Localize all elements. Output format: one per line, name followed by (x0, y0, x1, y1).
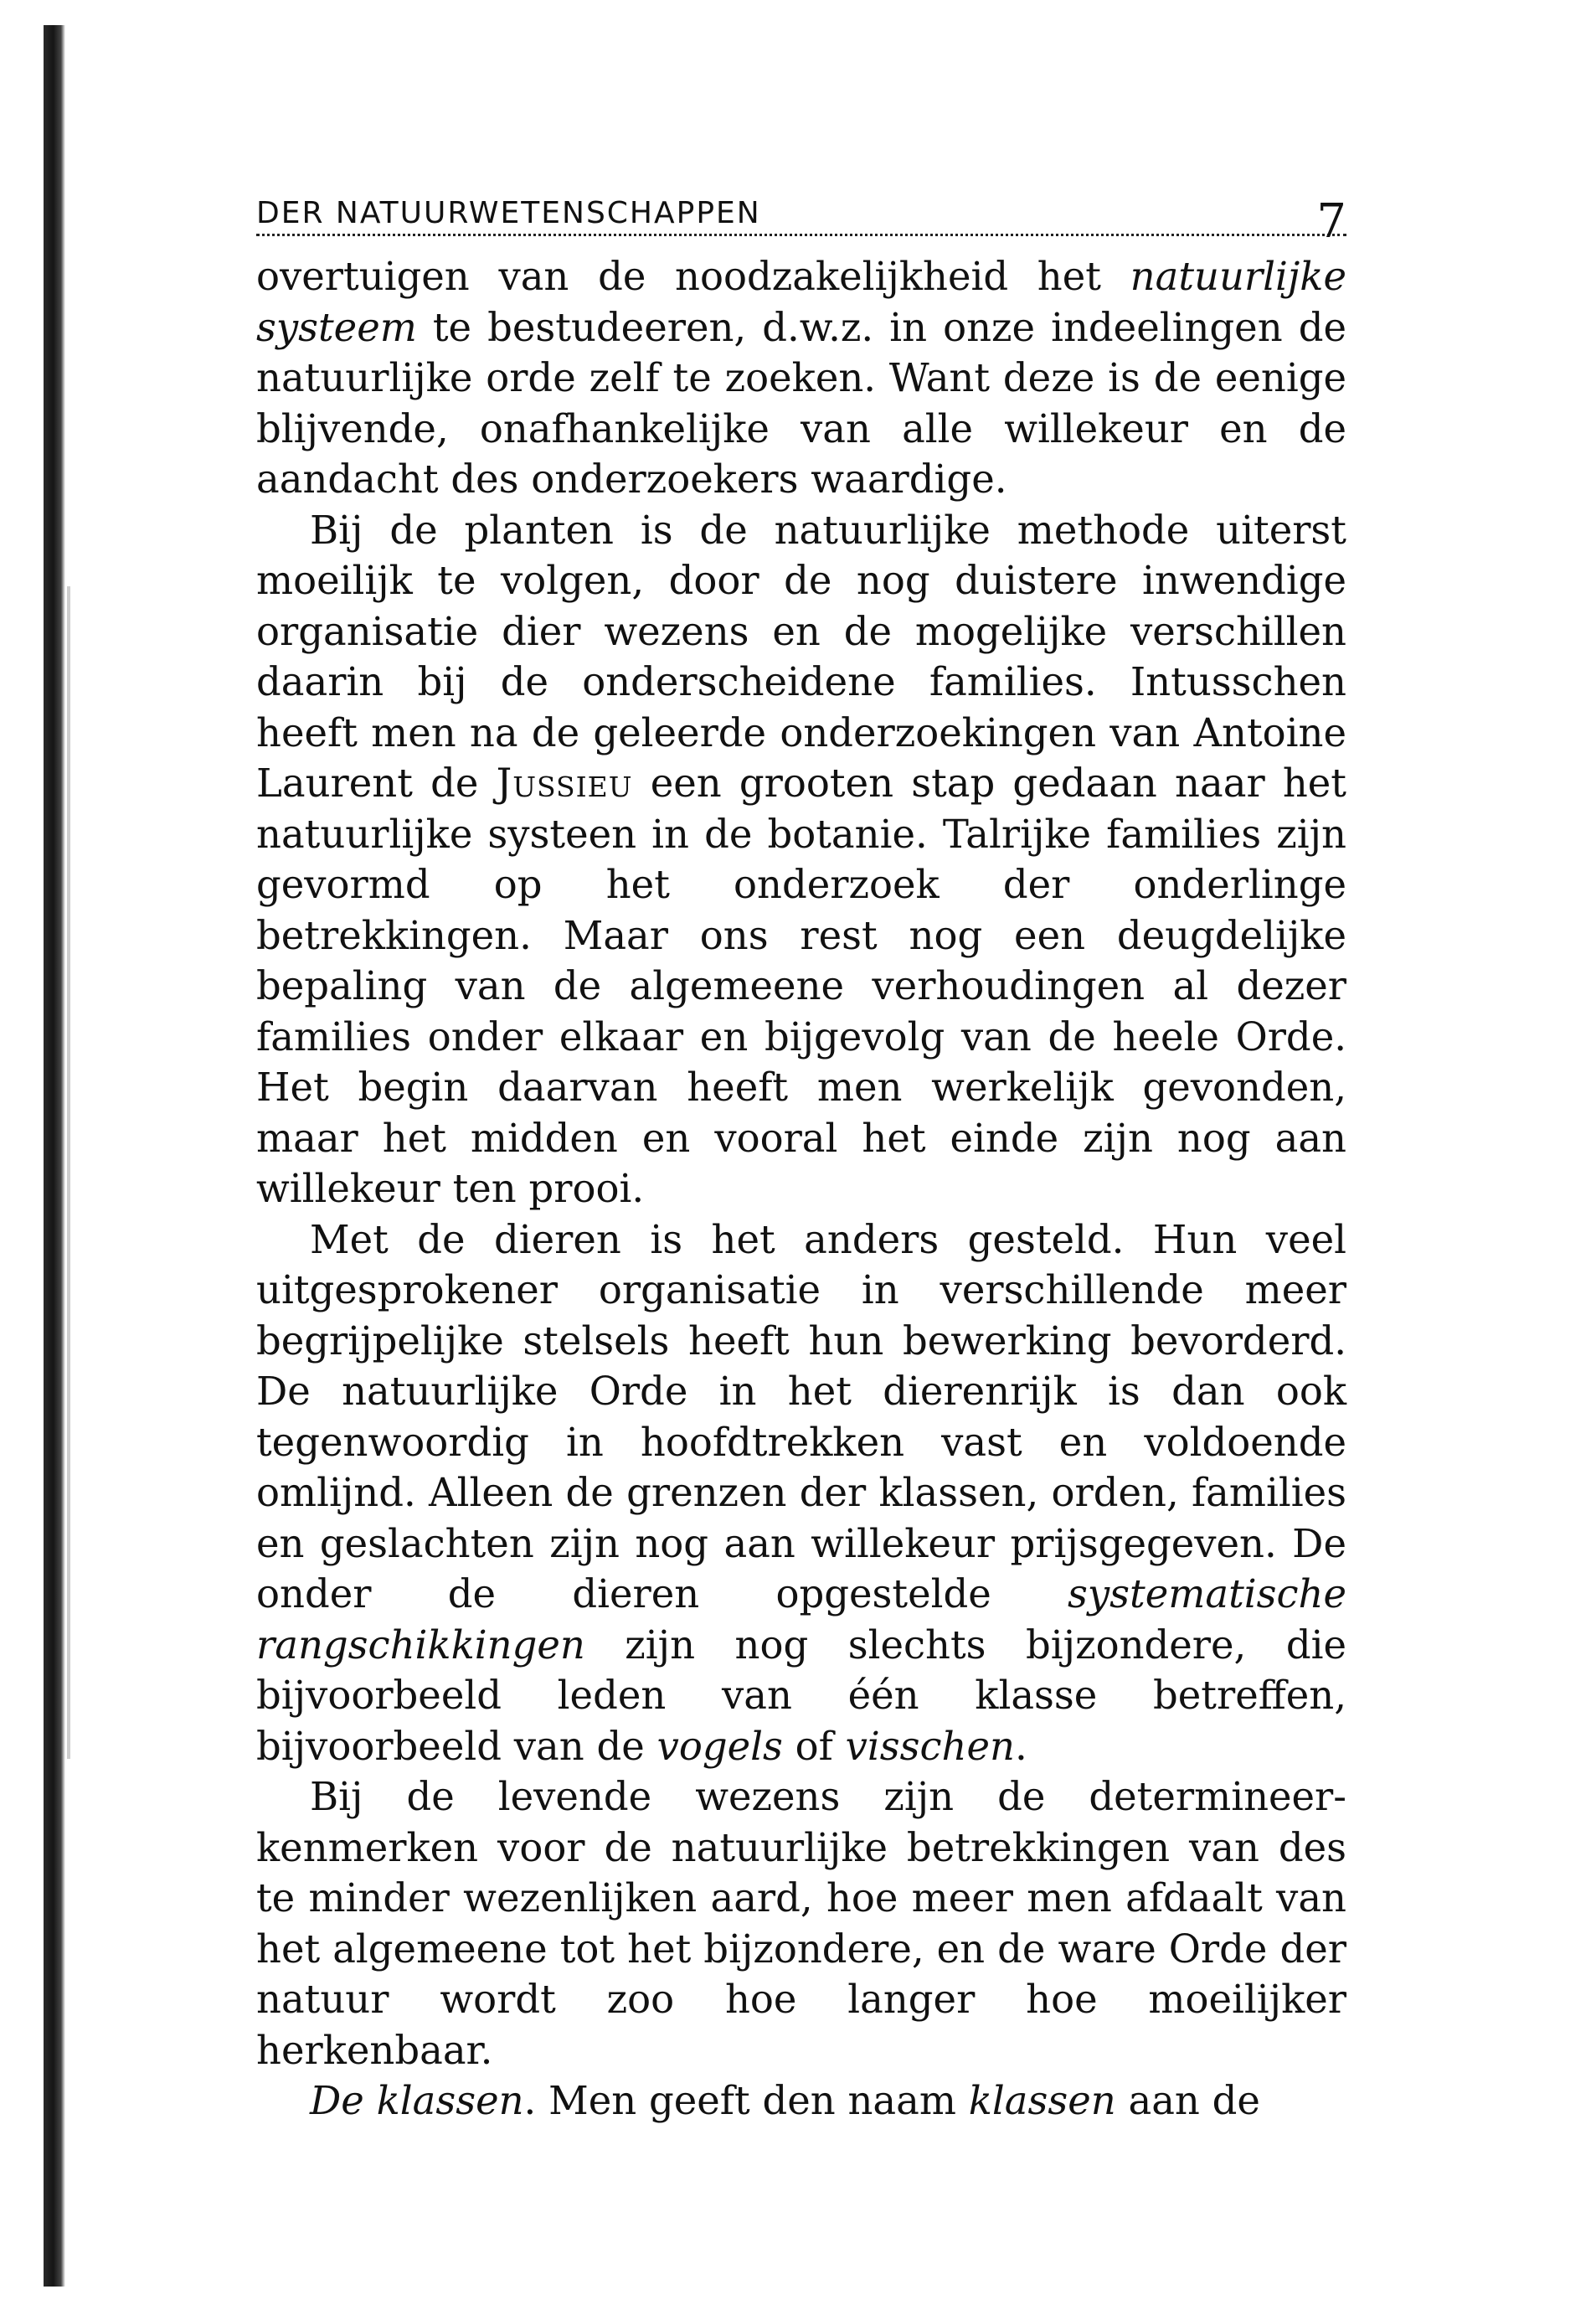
p4-text-a: Bij de levende wezens zijn de determineer-kenmerken voor de natuurlijke betrekkingen van des te minder wezenlijken aard, hoe meer men afdaalt van het algemeene tot het bijzondere, en de ware Orde der natuur wordt zoo hoe langer hoe moeilijker herkenbaar. (256, 1774, 1346, 2073)
p5-italic-de-klassen: De klassen (310, 2078, 524, 2123)
p3-text-g: . (1014, 1723, 1027, 1769)
p2-text-c: een grooten stap gedaan naar het natuurlijke systeen in de botanie. Talrijke families zijn gevormd op het onderzoek der onderlinge betrekkingen. Maar ons rest nog een deugdelijke bepaling van de algemeene verhoudingen al dezer families onder elkaar en bijgevolg van de heele Orde. Het begin daarvan heeft men werkelijk gevonden, maar het midden en vooral het einde zijn nog aan willekeur ten prooi. (256, 760, 1346, 1211)
p3-italic-systematische-rangschikkingen: systematische rangschikkingen (256, 1571, 1346, 1668)
running-header (256, 186, 1346, 249)
paragraph-5 (256, 2075, 1346, 2127)
p3-italic-visschen: visschen (845, 1723, 1015, 1769)
p2-text-a: Bij de planten is de natuurlijke methode uiterst moeilijk te volgen, door de nog duistere inwendige organisatie dier wezens en de mogelijke verschillen daarin bij de onderscheidene families. Intusschen heeft men na de geleerde onderzoekingen van Antoine Laurent de (256, 507, 1346, 806)
paragraph-4 (256, 1771, 1346, 2075)
p3-text-c: zijn nog slechts bijzondere, die bijvoorbeeld leden van één klasse betreffen, bijvoorbeeld van de (256, 1622, 1346, 1769)
p1-text-c: te bestudeeren, d.w.z. in onze indeelingen de natuurlijke orde zelf te zoeken. Want deze is de eenige blijvende, onafhankelijke van alle willekeur en de aandacht des onderzoekers waardige. (256, 304, 1346, 502)
body-text (256, 251, 1346, 2127)
p5-text-d: aan de (1115, 2078, 1260, 2123)
page-number: 7 (1316, 194, 1346, 249)
p3-text-a: Met de dieren is het anders gesteld. Hun veel uitgesprokener organisatie in verschillende meer begrijpelijke stelsels heeft hun bewerking bevorderd. De natuurlijke Orde in het dierenrijk is dan ook tegenwoordig in hoofdtrekken vast en voldoende omlijnd. Alleen de grenzen der klassen, orden, families en geslachten zijn nog aan willekeur prijsgegeven. De onder de dieren opgestelde (256, 1216, 1346, 1616)
p1-text-a: overtuigen van de noodzakelijkheid het (256, 254, 1130, 299)
p3-italic-vogels: vogels (656, 1723, 783, 1769)
p3-text-e: of (782, 1723, 846, 1769)
p1-italic-natuurlijke-systeem: natuurlijke systeem (256, 254, 1346, 350)
p5-italic-klassen: klassen (968, 2078, 1116, 2123)
binding-gutter-shadow (44, 25, 65, 2287)
running-title: DER NATUURWETENSCHAPPEN (256, 196, 761, 230)
paragraph-3 (256, 1214, 1346, 1772)
paragraph-2 (256, 505, 1346, 1214)
page-edge-shadow (67, 586, 70, 1759)
paragraph-1 (256, 251, 1346, 505)
p2-smallcaps-jussieu: Jussieu (496, 760, 633, 806)
p5-text-b: . Men geeft den naam (523, 2078, 969, 2123)
